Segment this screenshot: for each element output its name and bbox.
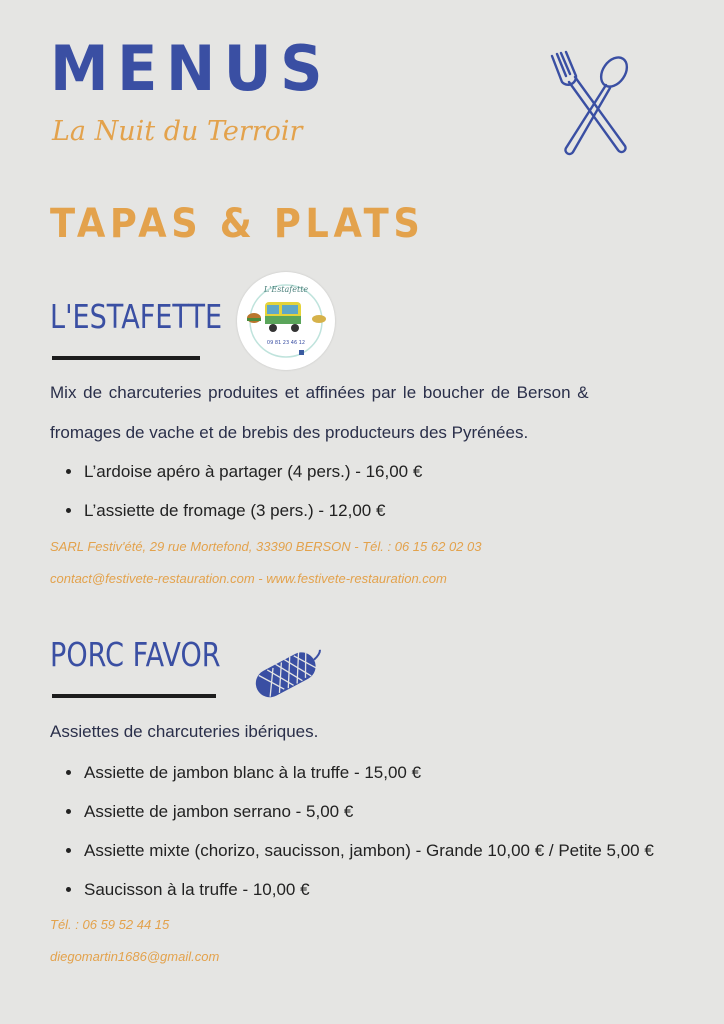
vendor-underline [52,356,200,360]
menu-item: L’assiette de fromage (3 pers.) - 12,00 € [50,491,422,530]
menu-list-porc-favor [50,753,654,909]
vendor-underline [52,694,216,698]
description-line: Mix de charcuteries produites et affinées par le boucher de Berson & [50,383,589,402]
logo-text: L'Estafette [263,285,309,294]
contact-email: diegomartin1686@gmail.com [50,949,220,964]
page-subtitle: La Nuit du Terroir [52,116,303,147]
page-title: MENUS [50,32,332,105]
food-truck-logo [237,272,335,370]
menu-item: L’ardoise apéro à partager (4 pers.) - 16,00 € [50,452,422,491]
vendor-description [50,373,650,453]
contact-phone: Tél. : 06 59 52 44 15 [50,917,170,932]
menu-item: Saucisson à la truffe - 10,00 € [50,870,654,909]
fork-spoon-icon [548,50,632,156]
vendor-name-porc-favor: PORC FAVOR [50,635,221,674]
menu-item: Assiette de jambon blanc à la truffe - 15,00 € [50,753,654,792]
section-title: TAPAS & PLATS [50,201,425,247]
vendor-name-estafette: L'ESTAFETTE [50,297,223,336]
description-line: Assiettes de charcuteries ibériques. [50,722,319,741]
contact-address: SARL Festiv'été, 29 rue Mortefond, 33390 BERSON - Tél. : 06 15 62 02 03 [50,539,482,554]
menu-item: Assiette mixte (chorizo, saucisson, jambon) - Grande 10,00 € / Petite 5,00 € [50,831,654,870]
sausage-icon [247,640,327,706]
vendor-description [50,712,318,752]
logo-phone: 09 81 23 46 12 [266,340,306,346]
description-line: fromages de vache et de brebis des producteurs des Pyrénées. [50,423,529,442]
menu-list-estafette [50,452,422,530]
menu-item: Assiette de jambon serrano - 5,00 € [50,792,654,831]
contact-email-website: contact@festivete-restauration.com - www.festivete-restauration.com [50,571,447,586]
